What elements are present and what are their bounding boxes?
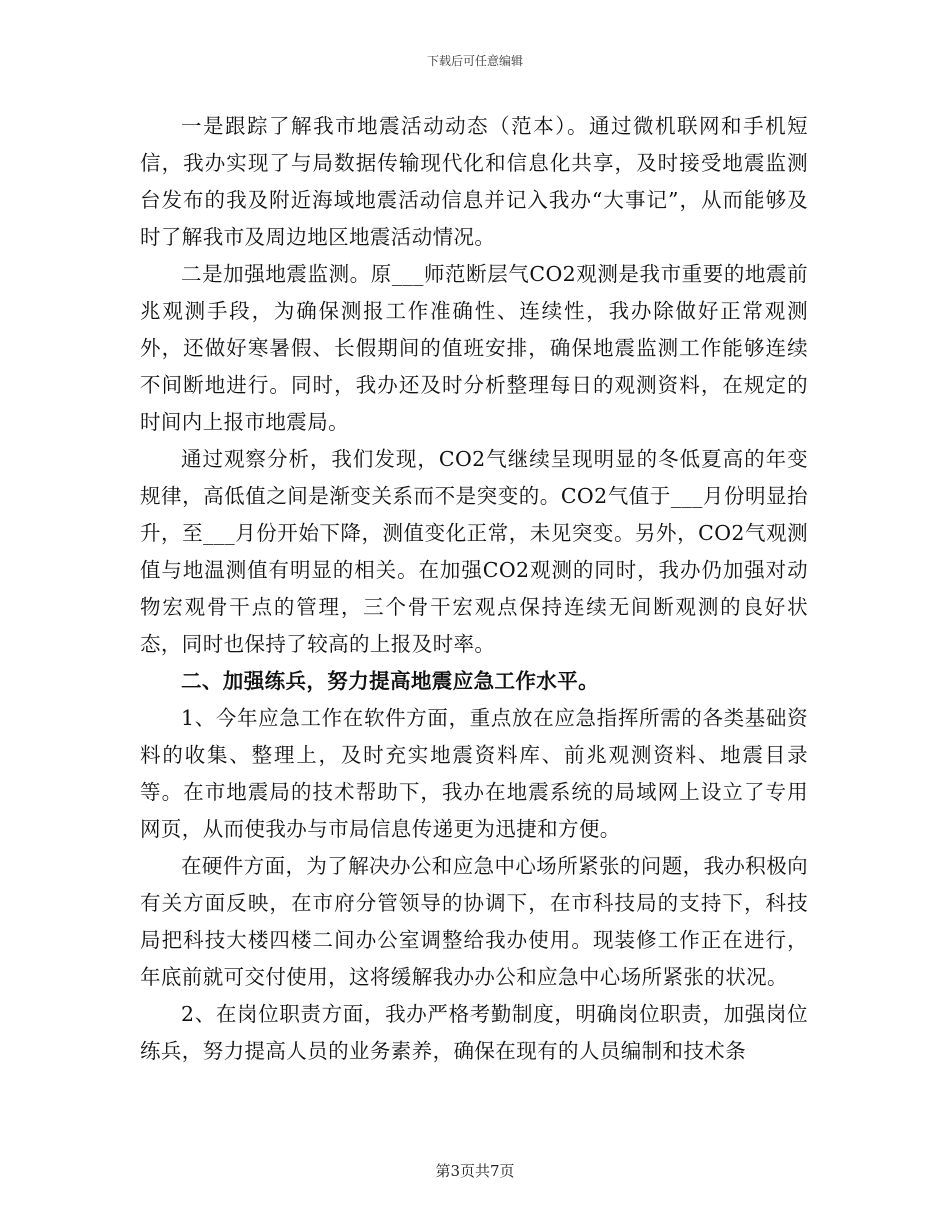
paragraph-co2-analysis: 通过观察分析，我们发现，CO2气继续呈现明显的冬低夏高的年变规律，高低值之间是渐变关系而不是突变的。CO2气值于___月份明显抬升，至___月份开始下降，测值变化正常，未见突变。另外，CO2气观测值与地温测值有明显的相关。在加强CO2观测的同时，我办仍加强对动物宏观骨干点的管理，三个骨干宏观点保持连续无间断观测的良好状态，同时也保持了较高的上报及时率。 [140, 447, 808, 656]
paragraph-software-emergency: 1、今年应急工作在软件方面，重点放在应急指挥所需的各类基础资料的收集、整理上，及时充实地震资料库、前兆观测资料、地震目录等。在市地震局的技术帮助下，我办在地震系统的局域网上设立了专用网页，从而使我办与市局信息传递更为迅捷和方便。 [140, 706, 808, 841]
document-body [140, 108, 808, 1070]
paragraph-hardware-emergency: 在硬件方面，为了解决办公和应急中心场所紧张的问题，我办积极向有关方面反映，在市府分管领导的协调下，在市科技局的支持下，科技局把科技大楼四楼二间办公室调整给我办使用。现装修工作正在进行，年底前就可交付使用，这将缓解我办办公和应急中心场所紧张的状况。 [140, 854, 808, 989]
page-number-footer: 第3页共7页 [435, 1162, 515, 1180]
section-heading-emergency-drills: 二、加强练兵，努力提高地震应急工作水平。 [181, 669, 599, 693]
paragraph-earthquake-monitoring: 二是加强地震监测。原___师范断层气CO2观测是我市重要的地震前兆观测手段，为确保测报工作准确性、连续性，我办除做好正常观测外，还做好寒暑假、长假期间的值班安排，确保地震监测工作能够连续不间断地进行。同时，我办还及时分析整理每日的观测资料，在规定的时间内上报市地震局。 [140, 262, 808, 434]
paragraph-job-responsibilities: 2、在岗位职责方面，我办严格考勤制度，明确岗位职责，加强岗位练兵，努力提高人员的业务素养，确保在现有的人员编制和技术条 [140, 1002, 808, 1063]
page-header: 下载后可任意编辑 [426, 54, 523, 68]
paragraph-earthquake-tracking: 一是跟踪了解我市地震活动动态（范本）。通过微机联网和手机短信，我办实现了与局数据传输现代化和信息化共享，及时接受地震监测台发布的我及附近海域地震活动信息并记入我办“大事记”，从而能够及时了解我市及周边地区地震活动情况。 [140, 114, 808, 249]
